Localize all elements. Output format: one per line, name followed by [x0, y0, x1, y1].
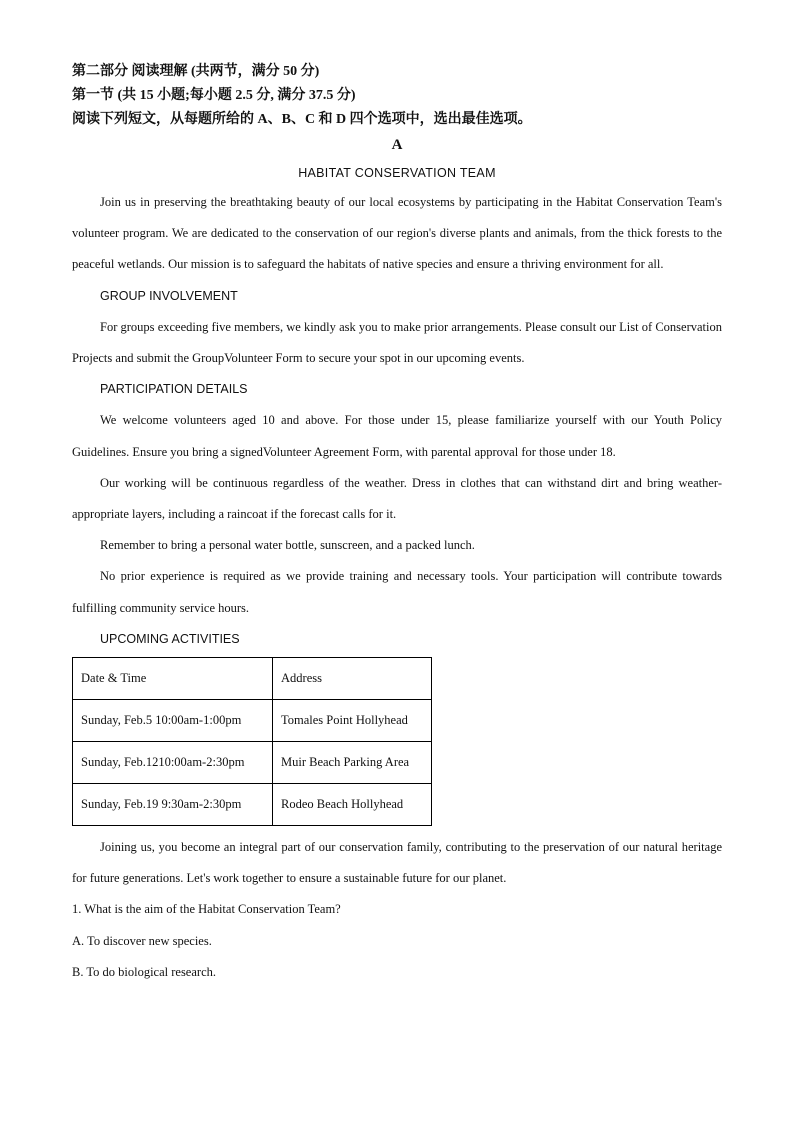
question-1-stem: 1. What is the aim of the Habitat Conservation Team? — [72, 902, 341, 917]
table-cell-date: Sunday, Feb.19 9:30am-2:30pm — [73, 784, 273, 826]
intro-paragraph: Join us in preserving the breathtaking beauty of our local ecosystems by participating in the Habitat Conservation Team's volunteer program. We are dedicated to the conservation of our region's diverse plants and animals, from the thick forests to the peaceful wetlands. Our mission is to safeguard the habitats of native species and ensure a thriving environment for all. — [72, 195, 722, 272]
passage-letter: A — [391, 137, 403, 153]
table-header-row — [73, 658, 432, 700]
table-cell-date: Sunday, Feb.5 10:00am-1:00pm — [73, 700, 273, 742]
section-heading: 第一节 (共 15 小题;每小题 2.5 分, 满分 37.5 分) — [72, 88, 356, 103]
participation-paragraph-1: We welcome volunteers aged 10 and above. For those under 15, please familiarize yourself with our Youth Policy Guidelines. Ensure you bring a signedVolunteer Agreement Form, with parental approval for those under 18. — [72, 413, 722, 459]
exam-page — [72, 60, 722, 988]
table-header-cell: Address — [273, 658, 432, 700]
group-involvement-paragraph: For groups exceeding five members, we kindly ask you to make prior arrangements. Please consult our List of Conservation Projects and submit the GroupVolunteer Form to secure your spot in our upcoming events. — [72, 319, 722, 366]
table-row — [73, 784, 432, 826]
participation-details-heading: PARTICIPATION DETAILS — [100, 382, 248, 397]
participation-paragraph-3: Remember to bring a personal water bottle, sunscreen, and a packed lunch. — [100, 538, 475, 553]
table-cell-date: Sunday, Feb.1210:00am-2:30pm — [73, 742, 273, 784]
table-row — [73, 700, 432, 742]
table-row — [73, 742, 432, 784]
participation-paragraph-2: Our working will be continuous regardless of the weather. Dress in clothes that can withstand dirt and bring weather-appropriate layers, including a raincoat if the forecast calls for it. — [72, 475, 722, 522]
activities-table — [72, 657, 432, 826]
upcoming-activities-heading: UPCOMING ACTIVITIES — [100, 631, 240, 646]
participation-paragraph-4: No prior experience is required as we provide training and necessary tools. Your participation will contribute towards fulfilling community service hours. — [72, 569, 722, 615]
part-heading: 第二部分 阅读理解 (共两节，满分 50 分) — [72, 64, 320, 79]
table-cell-address: Rodeo Beach Hollyhead — [273, 784, 432, 826]
table-header-cell: Date & Time — [73, 658, 273, 700]
table-cell-address: Tomales Point Hollyhead — [273, 700, 432, 742]
passage-title: HABITAT CONSERVATION TEAM — [298, 166, 496, 180]
group-involvement-heading: GROUP INVOLVEMENT — [100, 288, 238, 303]
question-1-option-b: B. To do biological research. — [72, 964, 216, 979]
table-cell-address: Muir Beach Parking Area — [273, 742, 432, 784]
closing-paragraph: Joining us, you become an integral part of our conservation family, contributing to the preservation of our natural heritage for future generations. Let's work together to ensure a sustainable future for our planet. — [72, 840, 722, 886]
instruction-text: 阅读下列短文，从每题所给的 A、B、C 和 D 四个选项中，选出最佳选项。 — [72, 112, 532, 127]
question-1-option-a: A. To discover new species. — [72, 933, 212, 948]
